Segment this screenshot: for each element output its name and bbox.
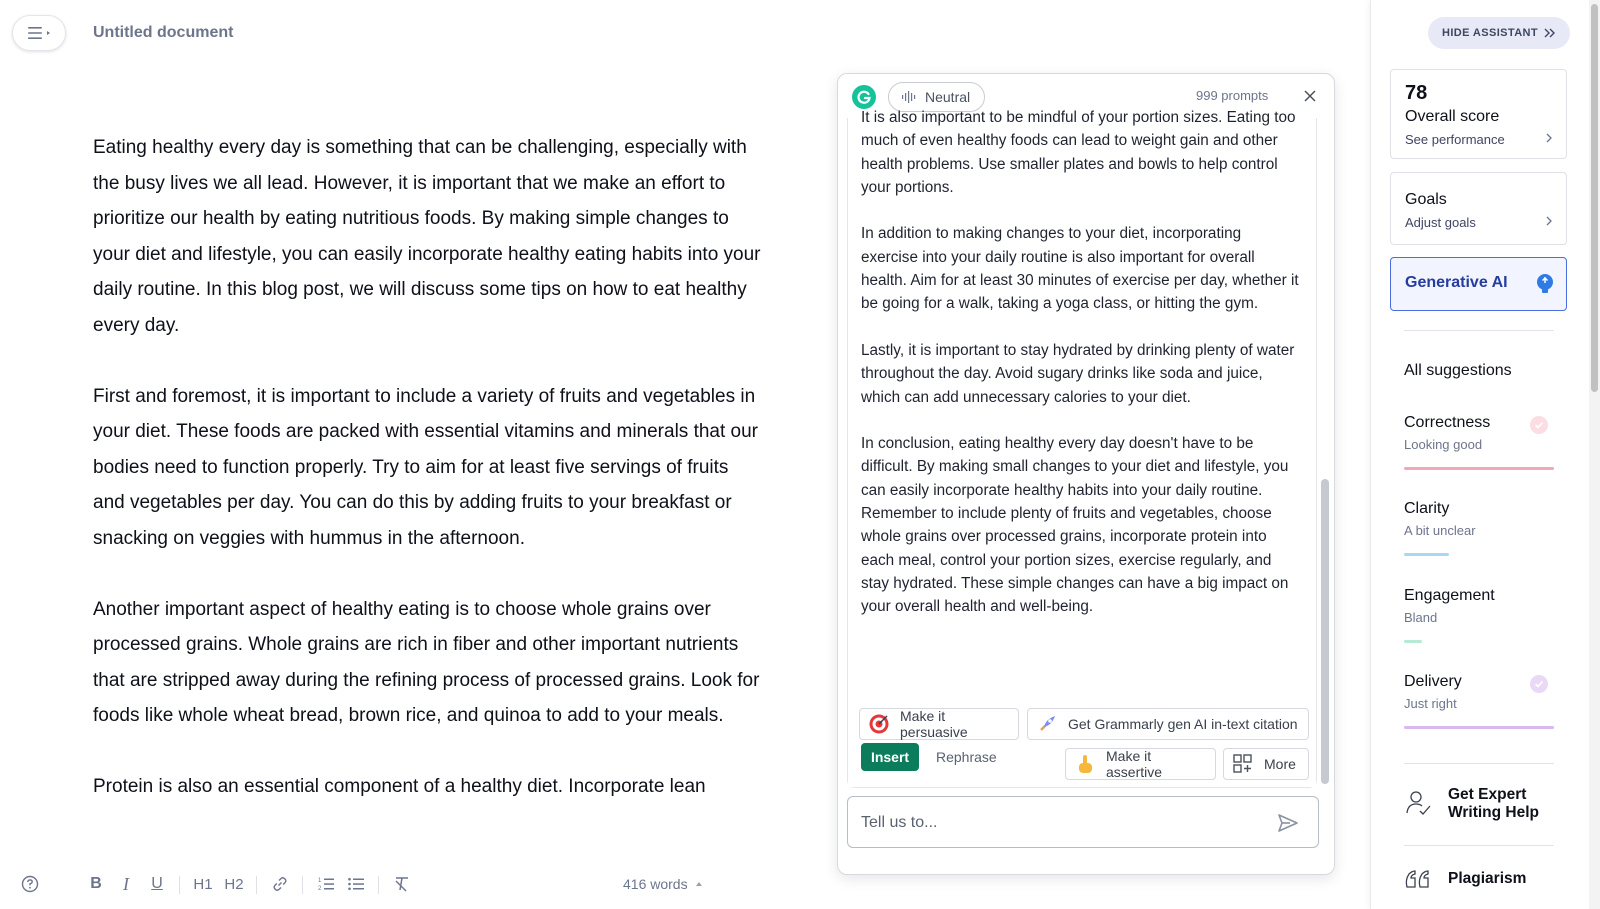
hide-assistant-label: HIDE ASSISTANT	[1441, 27, 1539, 39]
generative-ai-label: Generative AI	[1405, 274, 1508, 291]
generated-output	[847, 109, 1317, 788]
clear-formatting-icon	[393, 875, 411, 893]
help-icon	[21, 875, 39, 893]
grid-plus-icon	[1232, 753, 1254, 775]
lightbulb-icon	[1535, 273, 1555, 295]
target-icon	[868, 713, 890, 735]
adjust-goals-link: Adjust goals	[1405, 215, 1476, 230]
expert-person-icon	[1404, 788, 1434, 818]
page-scrollbar[interactable]	[1589, 0, 1600, 909]
category-title: Delivery	[1404, 673, 1462, 690]
help-button[interactable]	[20, 864, 40, 904]
citation-chip[interactable]	[1027, 708, 1309, 740]
page-scrollbar-thumb[interactable]	[1591, 4, 1598, 392]
generated-paragraph: In conclusion, eating healthy every day doesn't have to be difficult. By making small changes to your diet and lifestyle, you can easily incorporate healthy habits into your daily routine. Remember to include plenty of fruits and vegetables, choose whole grains over processed grains, incorporate protein into each meal, control your portion sizes, exercise regularly, and stay hydrated. These simple changes can have a big impact on your overall health and well-being.	[861, 435, 1289, 616]
chip-label: More	[1264, 756, 1296, 772]
numbered-list-icon	[317, 875, 335, 893]
bold-button[interactable]: B	[90, 875, 102, 892]
link-button[interactable]	[270, 864, 290, 904]
category-status: Bland	[1404, 610, 1438, 625]
rephrase-button[interactable]: Rephrase	[936, 749, 997, 765]
toolbar-divider	[256, 876, 257, 894]
heading2-button[interactable]: H2	[224, 875, 244, 893]
bulleted-list-button[interactable]	[346, 864, 366, 904]
generated-paragraph: Lastly, it is important to stay hydrated by drinking plenty of water throughout the day. Avoid sugary drinks like soda and juice, which can add unnecessary calories to your diet.	[861, 341, 1295, 406]
chip-label: Get Grammarly gen AI in-text citation	[1068, 716, 1298, 732]
send-prompt-button[interactable]	[1276, 811, 1300, 835]
expert-writing-help-link[interactable]	[1404, 786, 1564, 830]
close-panel-button[interactable]	[1300, 86, 1320, 106]
plagiarism-link[interactable]	[1404, 868, 1564, 892]
document-title[interactable]: Untitled document	[93, 24, 234, 41]
rocket-icon	[1036, 713, 1058, 735]
category-engagement[interactable]	[1404, 587, 1554, 647]
generative-ai-card[interactable]	[1390, 257, 1567, 311]
quote-icon	[1404, 868, 1432, 890]
chevron-right-icon	[1544, 133, 1554, 143]
generative-ai-panel	[837, 73, 1335, 875]
heading1-button[interactable]: H1	[193, 875, 213, 893]
sidebar-divider	[1404, 763, 1554, 764]
hide-assistant-button[interactable]	[1428, 17, 1570, 49]
overall-score-value: 78	[1405, 82, 1428, 104]
overall-score-card[interactable]	[1390, 69, 1567, 159]
category-progress-bar	[1404, 467, 1554, 470]
numbered-list-button[interactable]	[316, 864, 336, 904]
document-paragraph[interactable]: Protein is also an essential component of a healthy diet. Incorporate lean	[93, 775, 706, 797]
document-paragraph[interactable]: Another important aspect of healthy eating is to choose whole grains over processed grains. Whole grains are rich in fiber and other important nutrients that are stripped away during the refining process of processed grains. Look for foods like whole wheat bread, brown rice, and quinoa to add to your meals.	[93, 598, 760, 727]
sidebar-divider	[1404, 330, 1554, 331]
check-icon	[1530, 416, 1548, 434]
tone-label: Neutral	[925, 89, 971, 105]
category-delivery[interactable]	[1404, 673, 1554, 733]
bulleted-list-icon	[347, 875, 365, 893]
check-icon	[1530, 675, 1548, 693]
underline-button[interactable]: U	[151, 875, 163, 892]
toolbar-divider	[179, 876, 180, 894]
category-clarity[interactable]	[1404, 500, 1554, 560]
document-paragraph[interactable]: Eating healthy every day is something that can be challenging, especially with the busy lives we all lead. However, it is important that we make an effort to prioritize our health by eating nutritious foods. By making simple changes to your diet and lifestyle, you can easily incorporate healthy eating habits into your daily routine. In this blog post, we will discuss some tips on how to eat healthy every day.	[93, 137, 761, 336]
category-status: A bit unclear	[1404, 523, 1476, 538]
word-count-label: 416 words	[623, 876, 688, 892]
make-persuasive-chip[interactable]	[859, 708, 1019, 740]
word-count[interactable]	[623, 876, 703, 892]
prompt-box	[847, 796, 1319, 848]
pointing-hand-icon	[1074, 753, 1096, 775]
category-progress-bar	[1404, 640, 1422, 643]
goals-label: Goals	[1405, 191, 1447, 208]
insert-button[interactable]: Insert	[861, 743, 919, 771]
generated-text[interactable]	[861, 106, 1301, 642]
expert-help-label: Get Expert Writing Help	[1448, 786, 1539, 821]
chip-label: Make it assertive	[1106, 748, 1163, 780]
assistant-sidebar	[1370, 0, 1600, 909]
menu-icon	[26, 25, 52, 41]
goals-card[interactable]	[1390, 172, 1567, 245]
overall-score-label: Overall score	[1405, 108, 1500, 125]
make-assertive-chip[interactable]	[1065, 748, 1216, 780]
category-progress-bar	[1404, 726, 1554, 729]
toolbar-divider	[378, 876, 379, 894]
clear-formatting-button[interactable]	[392, 864, 412, 904]
generated-paragraph: In addition to making changes to your diet, incorporating exercise into your daily routine is also important for overall health. Aim for at least 30 minutes of exercise per day, whether it be going for a walk, taking a yoga class, or hitting the gym.	[861, 225, 1299, 313]
category-title: Clarity	[1404, 500, 1450, 517]
more-prompts-chip[interactable]	[1223, 748, 1309, 780]
category-title: Correctness	[1404, 414, 1491, 431]
main-menu-button[interactable]	[12, 15, 66, 51]
all-suggestions-tab[interactable]: All suggestions	[1404, 362, 1512, 379]
caret-up-icon	[695, 880, 703, 888]
category-status: Looking good	[1404, 437, 1483, 452]
svg-text:1: 1	[318, 878, 322, 884]
document-editor[interactable]	[93, 130, 763, 857]
svg-text:2: 2	[318, 886, 322, 892]
toolbar-divider	[302, 876, 303, 894]
close-icon	[1304, 90, 1316, 102]
category-status: Just right	[1404, 696, 1457, 711]
document-paragraph[interactable]: First and foremost, it is important to include a variety of fruits and vegetables in your diet. These foods are packed with essential vitamins and minerals that our bodies need to function properly. Try to aim for at least five servings of fruits and vegetables per day. You can do this by adding fruits to your breakfast or snacking on veggies with hummus in the afternoon.	[93, 385, 758, 549]
prompt-input[interactable]	[861, 811, 1261, 835]
plagiarism-label: Plagiarism	[1448, 870, 1527, 887]
sidebar-divider	[1404, 845, 1554, 846]
formatting-toolbar	[0, 864, 820, 904]
chip-label: Make it persuasive	[900, 708, 968, 740]
italic-button[interactable]: I	[123, 873, 129, 894]
link-icon	[271, 875, 289, 893]
prompts-remaining: 999 prompts	[1196, 88, 1269, 103]
output-scrollbar[interactable]	[1321, 479, 1329, 784]
see-performance-link: See performance	[1405, 132, 1505, 147]
generated-paragraph: It is also important to be mindful of your portion sizes. Eating too much of even healthy foods can lead to weight gain and other health problems. Use smaller plates and bowls to help control your portions.	[861, 109, 1296, 196]
double-chevron-right-icon	[1544, 28, 1556, 38]
category-correctness[interactable]	[1404, 414, 1554, 474]
voice-wave-icon	[901, 90, 917, 104]
category-title: Engagement	[1404, 587, 1495, 604]
chevron-right-icon	[1544, 216, 1554, 226]
category-progress-bar	[1404, 553, 1449, 556]
send-icon	[1276, 811, 1300, 835]
